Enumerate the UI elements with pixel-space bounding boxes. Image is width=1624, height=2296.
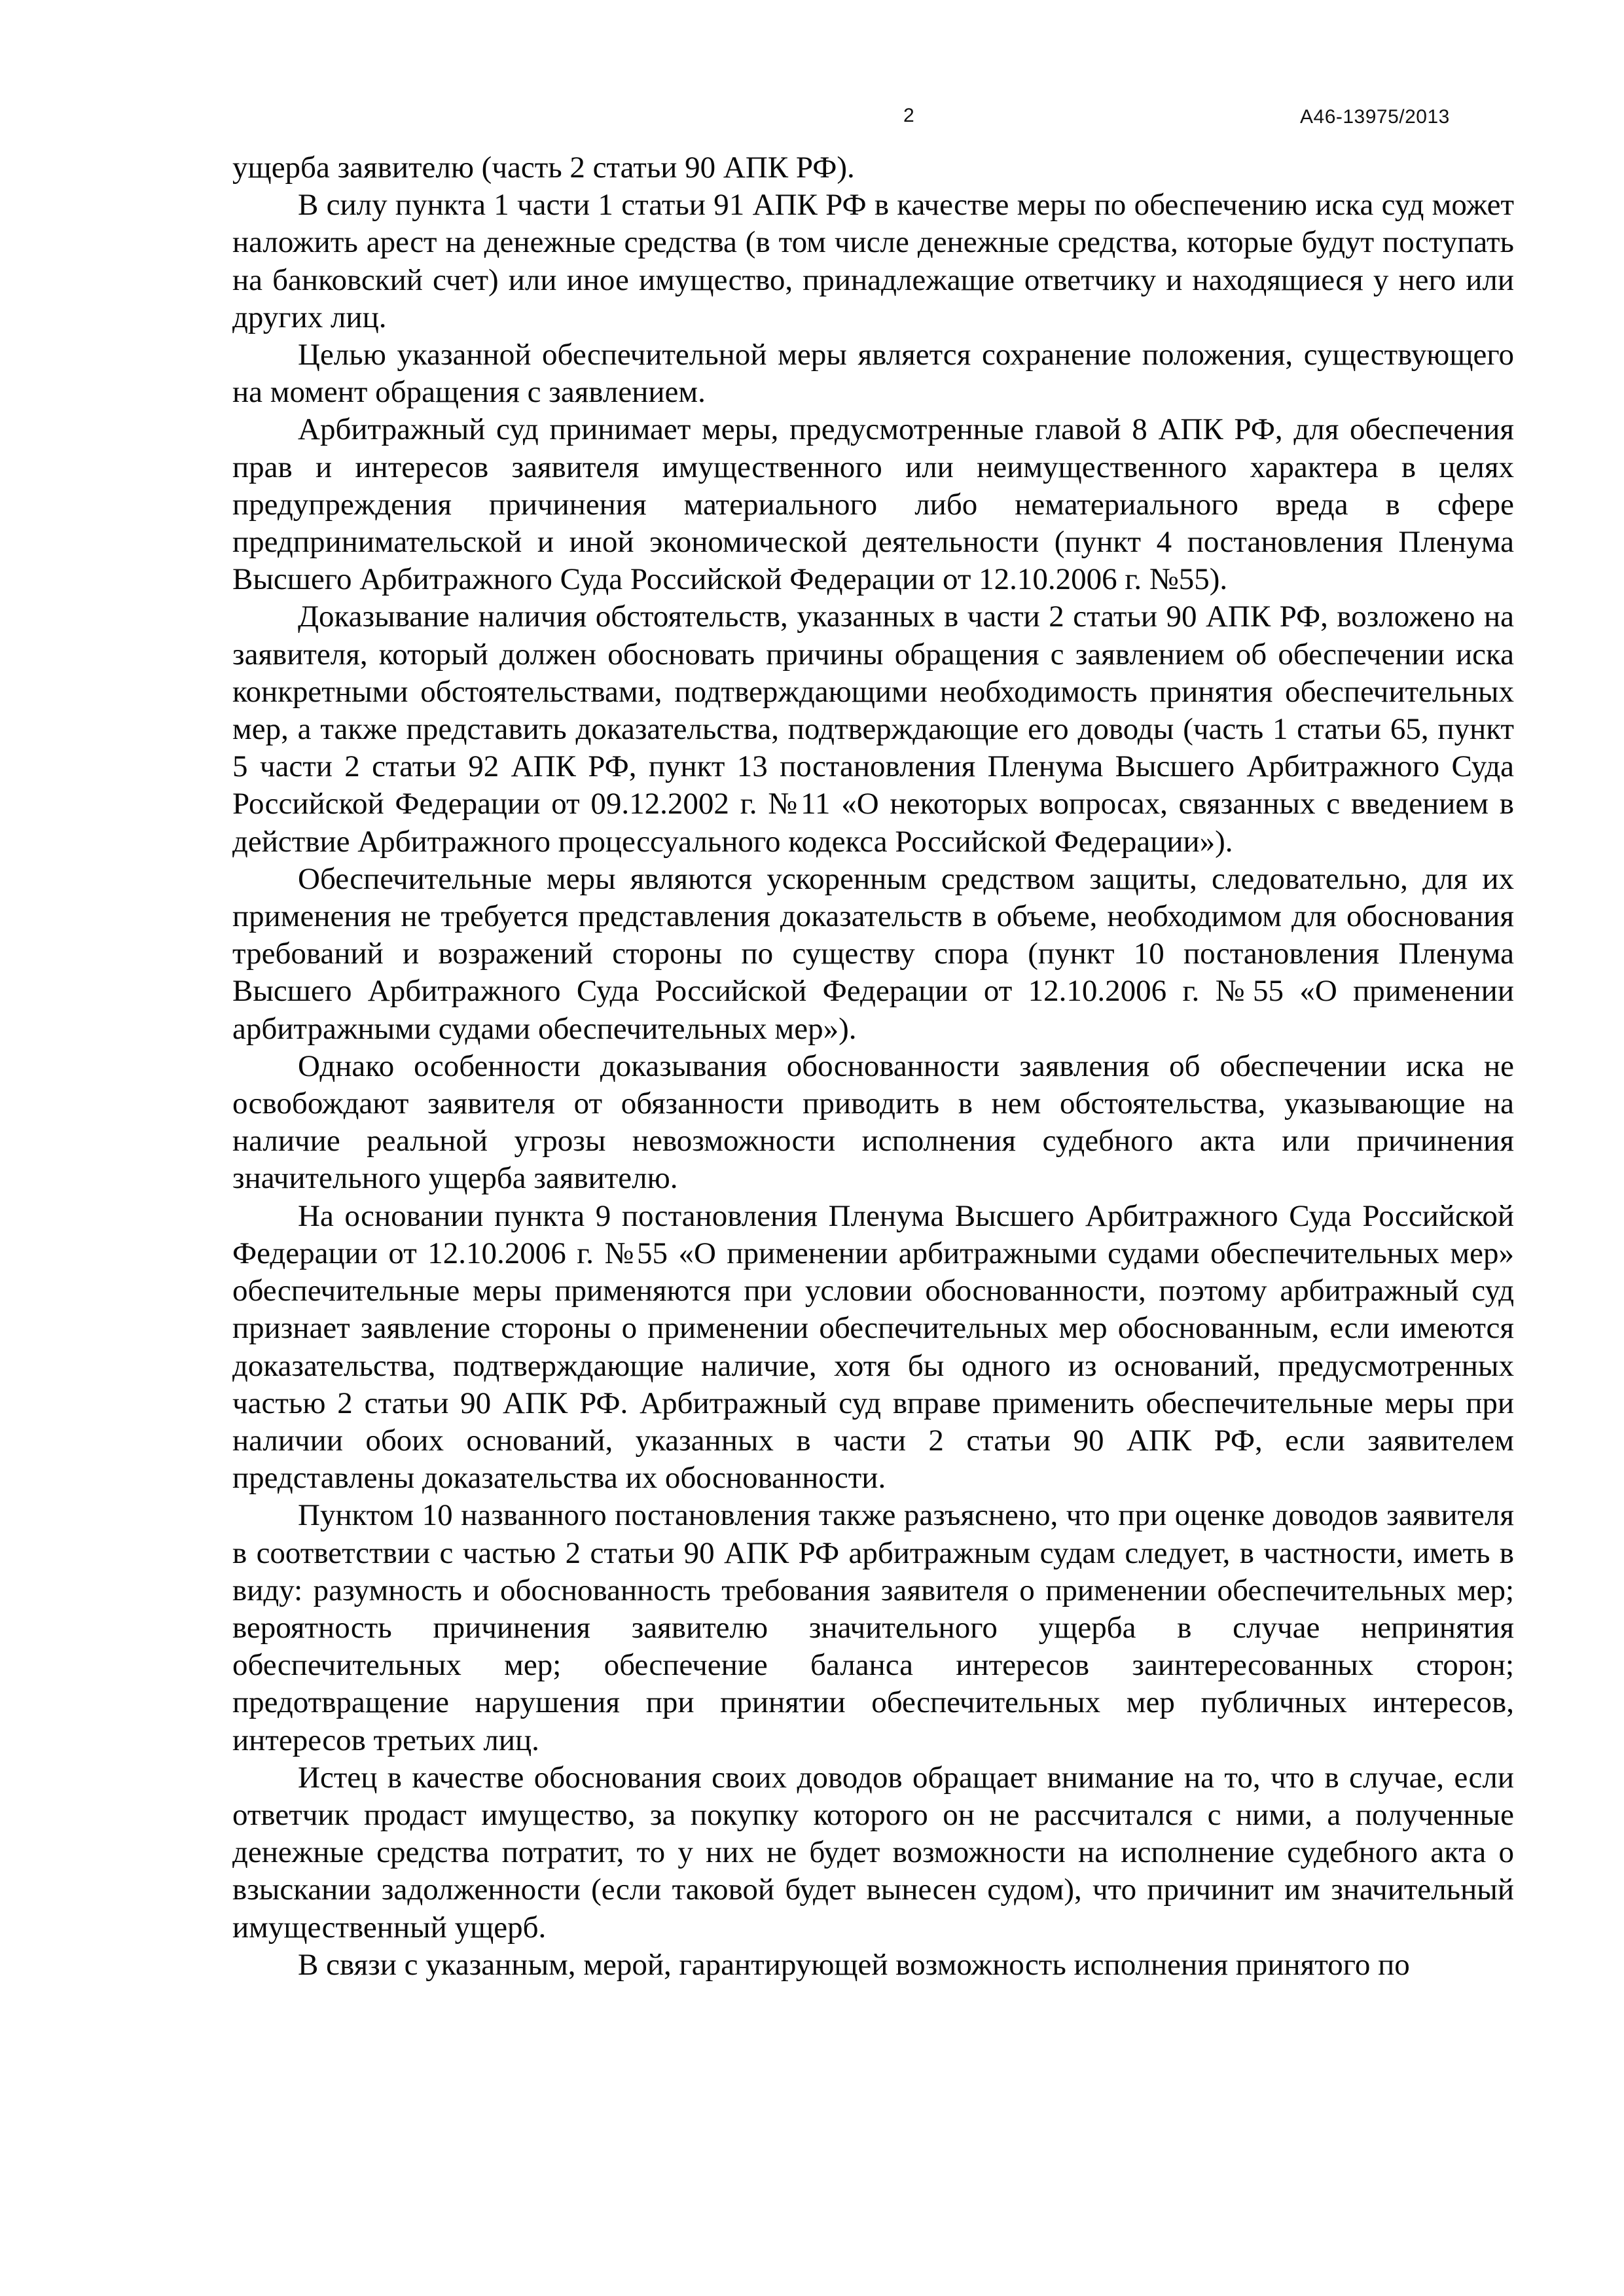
paragraph: Истец в качестве обоснования своих доводов обращает внимание на то, что в случае, если ответчик продаст имущество, за покупку которого он не рассчитался с ними, а полученные денежные средства потратит, то у них не будет возможности на исполнение судебного акта о взыскании задолженности (если таковой будет вынесен судом), что причинит им значительный имущественный ущерб.: [232, 1760, 1514, 1945]
paragraph: Доказывание наличия обстоятельств, указанных в части 2 статьи 90 АПК РФ, возложено на заявителя, который должен обосновать причины обращения с заявлением об обеспечении иска конкретными обстоятельствами, подтверждающими необходимость принятия обеспечительных мер, а также представить доказательства, подтверждающие его доводы (часть 1 статьи 65, пункт 5 части 2 статьи 92 АПК РФ, пункт 13 постановления Пленума Высшего Арбитражного Суда Российской Федерации от 09.12.2002 г. №11 «О некоторых вопросах, связанных с введением в действие Арбитражного процессуального кодекса Российской Федерации»).: [232, 600, 1514, 859]
paragraph: Целью указанной обеспечительной меры является сохранение положения, существующего на момент обращения с заявлением.: [232, 338, 1514, 410]
page-number: 2: [903, 105, 914, 126]
paragraph: ущерба заявителю (часть 2 статьи 90 АПК РФ).: [232, 151, 855, 185]
document-body: [232, 149, 1514, 1984]
paragraph: В силу пункта 1 части 1 статьи 91 АПК РФ в качестве меры по обеспечению иска суд может наложить арест на денежные средства (в том числе денежные средства, которые будут поступать на банковский счет) или иное имущество, принадлежащие ответчику и находящиеся у него или других лиц.: [232, 188, 1514, 334]
paragraph: На основании пункта 9 постановления Пленума Высшего Арбитражного Суда Российской Федерации от 12.10.2006 г. №55 «О применении арбитражными судами обеспечительных мер» обеспечительные меры применяются при условии обоснованности, поэтому арбитражный суд признает заявление стороны о применении обеспечительных мер обоснованным, если имеются доказательства, подтверждающие наличие, хотя бы одного из оснований, предусмотренных частью 2 статьи 90 АПК РФ. Арбитражный суд вправе применить обеспечительные меры при наличии обоих оснований, указанных в части 2 статьи 90 АПК РФ, если заявителем представлены доказательства их обоснованности.: [232, 1198, 1514, 1496]
paragraph: Однако особенности доказывания обоснованности заявления об обеспечении иска не освобождают заявителя от обязанности приводить в нем обстоятельства, указывающие на наличие реальной угрозы невозможности исполнения судебного акта или причинения значительного ущерба заявителю.: [232, 1049, 1514, 1196]
paragraph: Пунктом 10 названного постановления также разъяснено, что при оценке доводов заявителя в соответствии с частью 2 статьи 90 АПК РФ арбитражным судам следует, в частности, иметь в виду: разумность и обоснованность требования заявителя о применении обеспечительных мер; вероятность причинения заявителю значительного ущерба в случае непринятия обеспечительных мер; обеспечение баланса интересов заинтересованных сторон; предотвращение нарушения при принятии обеспечительных мер публичных интересов, интересов третьих лиц.: [232, 1498, 1514, 1757]
paragraph: В связи с указанным, мерой, гарантирующей возможность исполнения принятого по: [298, 1947, 1410, 1982]
paragraph: Арбитражный суд принимает меры, предусмотренные главой 8 АПК РФ, для обеспечения прав и интересов заявителя имущественного или неимущественного характера в целях предупреждения причинения материального либо нематериального вреда в сфере предпринимательской и иной экономической деятельности (пункт 4 постановления Пленума Высшего Арбитражного Суда Российской Федерации от 12.10.2006 г. №55).: [232, 412, 1514, 597]
paragraph: Обеспечительные меры являются ускоренным средством защиты, следовательно, для их применения не требуется представления доказательств в объеме, необходимом для обоснования требований и возражений стороны по существу спора (пункт 10 постановления Пленума Высшего Арбитражного Суда Российской Федерации от 12.10.2006 г. №55 «О применении арбитражными судами обеспечительных мер»).: [232, 861, 1514, 1046]
case-number: А46-13975/2013: [1300, 106, 1450, 128]
